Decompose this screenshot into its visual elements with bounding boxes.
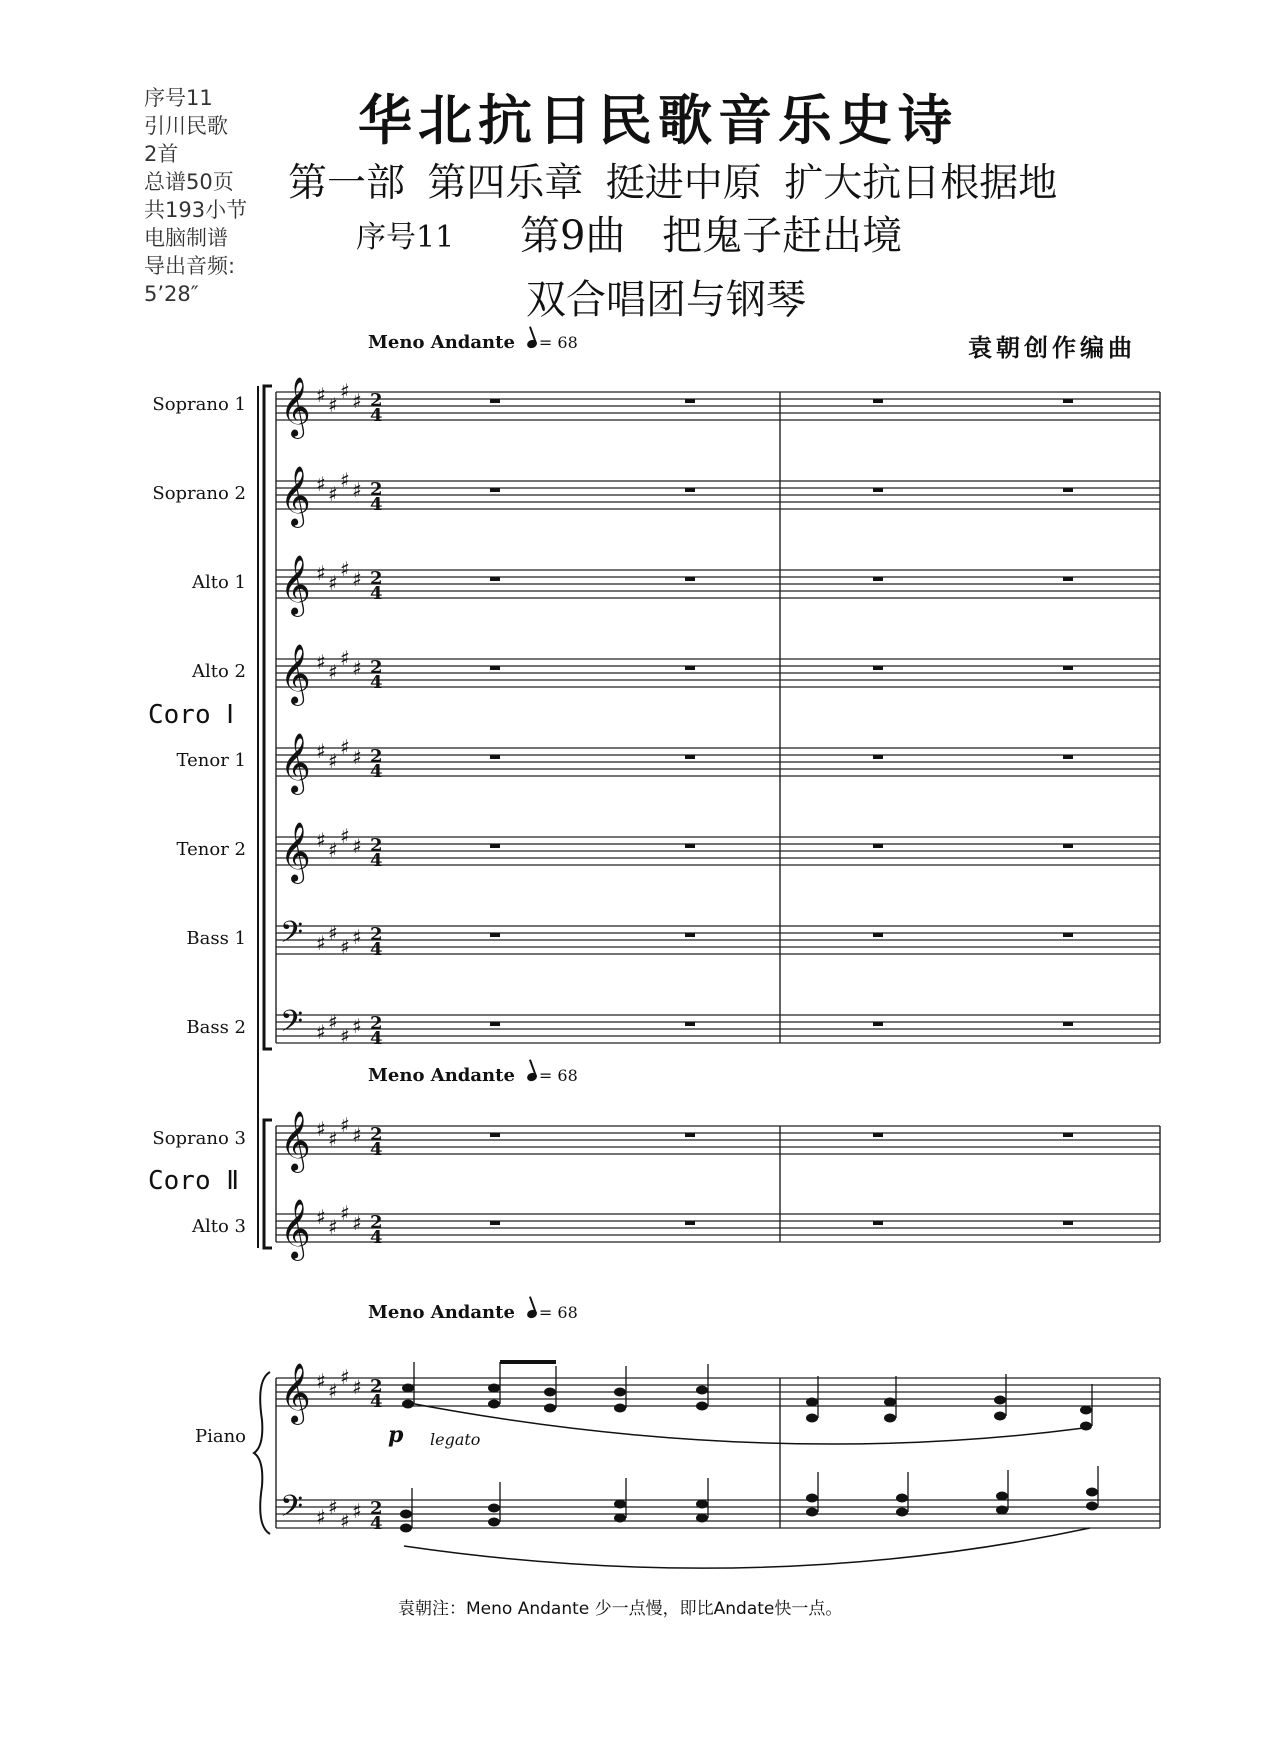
treble-clef-icon: 𝄞 xyxy=(280,377,311,437)
tempo-text: Meno Andante xyxy=(368,332,515,353)
choir-label: Coro Ⅰ xyxy=(148,700,234,730)
note-head xyxy=(614,1388,626,1397)
piano-brace xyxy=(254,1372,270,1534)
note-head xyxy=(1080,1406,1092,1415)
info-line: 共193小节 xyxy=(144,198,248,222)
info-line: 5’28″ xyxy=(144,282,199,306)
tempo-bpm: = 68 xyxy=(538,1303,578,1322)
sharp-icon: ♯ xyxy=(316,472,326,496)
page-title: 华北抗日民歌音乐史诗 xyxy=(358,89,958,152)
half-rest-icon xyxy=(1063,488,1073,492)
sharp-icon: ♯ xyxy=(352,1499,362,1523)
sharp-icon: ♯ xyxy=(352,925,362,949)
sharp-icon: ♯ xyxy=(340,646,350,670)
note-head xyxy=(400,1524,412,1533)
time-signature-top: 2 xyxy=(370,835,383,856)
sharp-icon: ♯ xyxy=(316,1505,326,1529)
sharp-icon: ♯ xyxy=(316,1205,326,1229)
sharp-icon: ♯ xyxy=(316,383,326,407)
note-head xyxy=(402,1384,414,1393)
staff-group xyxy=(254,377,1160,1568)
half-rest-icon xyxy=(1063,933,1073,937)
sharp-icon: ♯ xyxy=(328,749,338,773)
sharp-icon: ♯ xyxy=(328,1495,338,1519)
choir-bracket xyxy=(264,386,272,1049)
treble-clef-icon: 𝄞 xyxy=(280,555,311,615)
sharp-icon: ♯ xyxy=(340,468,350,492)
note-head xyxy=(614,1514,626,1523)
sharp-icon: ♯ xyxy=(340,1201,350,1225)
time-signature-bottom: 4 xyxy=(370,1227,383,1248)
sharp-icon: ♯ xyxy=(352,1375,362,1399)
movement-title: 第一部 第四乐章 挺进中原 扩大抗日根据地 xyxy=(288,161,1058,206)
half-rest-icon xyxy=(490,666,500,670)
half-rest-icon xyxy=(1063,755,1073,759)
ensemble-title: 双合唱团与钢琴 xyxy=(526,277,806,323)
sharp-icon: ♯ xyxy=(328,921,338,945)
sharp-icon: ♯ xyxy=(316,931,326,955)
note-head xyxy=(884,1398,896,1407)
note-head xyxy=(884,1414,896,1423)
note-head xyxy=(1080,1422,1092,1431)
part-label: Alto 1 xyxy=(192,572,246,593)
sharp-icon: ♯ xyxy=(316,650,326,674)
treble-clef-icon: 𝄞 xyxy=(280,1199,311,1259)
time-signature-bottom: 4 xyxy=(370,583,383,604)
sharp-icon: ♯ xyxy=(352,1211,362,1235)
info-line: 序号11 xyxy=(144,86,213,110)
note-head xyxy=(544,1404,556,1413)
sharp-icon: ♯ xyxy=(328,660,338,684)
note-head xyxy=(488,1384,500,1393)
treble-clef-icon: 𝄞 xyxy=(280,822,311,882)
sharp-icon: ♯ xyxy=(352,1123,362,1147)
note-head xyxy=(544,1388,556,1397)
note-head xyxy=(614,1500,626,1509)
half-rest-icon xyxy=(873,1133,883,1137)
half-rest-icon xyxy=(873,488,883,492)
bass-clef-icon: 𝄢 xyxy=(280,1490,304,1531)
time-signature-top: 2 xyxy=(370,568,383,589)
note-head xyxy=(996,1506,1008,1515)
part-label: Tenor 1 xyxy=(176,750,246,771)
half-rest-icon xyxy=(490,844,500,848)
half-rest-icon xyxy=(873,755,883,759)
note-head xyxy=(1086,1502,1098,1511)
slur xyxy=(404,1528,1090,1568)
note-head xyxy=(896,1494,908,1503)
sharp-icon: ♯ xyxy=(352,834,362,858)
part-label: Soprano 1 xyxy=(152,394,246,415)
part-label: Alto 2 xyxy=(192,661,246,682)
sharp-icon: ♯ xyxy=(352,1014,362,1038)
note-head xyxy=(1086,1488,1098,1497)
half-rest-icon xyxy=(490,1022,500,1026)
sharp-icon: ♯ xyxy=(328,571,338,595)
treble-clef-icon: 𝄞 xyxy=(280,644,311,704)
sharp-icon: ♯ xyxy=(316,561,326,585)
sharp-icon: ♯ xyxy=(328,838,338,862)
half-rest-icon xyxy=(685,1133,695,1137)
sharp-icon: ♯ xyxy=(352,389,362,413)
sharp-icon: ♯ xyxy=(340,1365,350,1389)
tempo-bpm: = 68 xyxy=(538,333,578,352)
time-signature-bottom: 4 xyxy=(370,761,383,782)
note-head xyxy=(696,1500,708,1509)
piece-title: 第9曲 把鬼子赶出境 xyxy=(520,213,903,259)
part-label: Piano xyxy=(194,1426,246,1447)
half-rest-icon xyxy=(873,844,883,848)
part-label: Alto 3 xyxy=(192,1216,246,1237)
sharp-icon: ♯ xyxy=(328,482,338,506)
half-rest-icon xyxy=(685,755,695,759)
sharp-icon: ♯ xyxy=(352,567,362,591)
tempo-text: Meno Andante xyxy=(368,1065,515,1086)
composer-credit: 袁朝创作编曲 xyxy=(968,333,1136,362)
half-rest-icon xyxy=(1063,1022,1073,1026)
half-rest-icon xyxy=(685,844,695,848)
sharp-icon: ♯ xyxy=(316,828,326,852)
part-label: Soprano 2 xyxy=(152,483,246,504)
expression-marking: legato xyxy=(430,1430,481,1449)
half-rest-icon xyxy=(685,933,695,937)
half-rest-icon xyxy=(1063,577,1073,581)
sharp-icon: ♯ xyxy=(352,656,362,680)
time-signature-bottom: 4 xyxy=(370,672,383,693)
note-head xyxy=(806,1414,818,1423)
half-rest-icon xyxy=(873,1022,883,1026)
half-rest-icon xyxy=(685,1022,695,1026)
half-rest-icon xyxy=(490,755,500,759)
sharp-icon: ♯ xyxy=(352,745,362,769)
sharp-icon: ♯ xyxy=(328,1010,338,1034)
half-rest-icon xyxy=(1063,844,1073,848)
sharp-icon: ♯ xyxy=(316,739,326,763)
half-rest-icon xyxy=(490,1133,500,1137)
sharp-icon: ♯ xyxy=(328,393,338,417)
note-head xyxy=(488,1504,500,1513)
half-rest-icon xyxy=(685,488,695,492)
sharp-icon: ♯ xyxy=(316,1020,326,1044)
tempo-bpm: = 68 xyxy=(538,1066,578,1085)
note-head xyxy=(806,1494,818,1503)
bass-clef-icon: 𝄢 xyxy=(280,1005,304,1046)
time-signature-bottom: 4 xyxy=(370,939,383,960)
half-rest-icon xyxy=(490,399,500,403)
sharp-icon: ♯ xyxy=(328,1379,338,1403)
time-signature-bottom: 4 xyxy=(370,850,383,871)
time-signature-top: 2 xyxy=(370,1124,383,1145)
half-rest-icon xyxy=(685,1221,695,1225)
slur xyxy=(404,1402,1084,1444)
part-label: Bass 2 xyxy=(186,1017,246,1038)
time-signature-top: 2 xyxy=(370,657,383,678)
half-rest-icon xyxy=(490,577,500,581)
info-line: 电脑制谱 xyxy=(144,226,228,250)
half-rest-icon xyxy=(490,488,500,492)
note-head xyxy=(400,1510,412,1519)
note-head xyxy=(994,1396,1006,1405)
sharp-icon: ♯ xyxy=(340,824,350,848)
choir-bracket xyxy=(264,1120,272,1248)
sharp-icon: ♯ xyxy=(352,478,362,502)
sharp-icon: ♯ xyxy=(340,735,350,759)
note-head xyxy=(614,1404,626,1413)
sharp-icon: ♯ xyxy=(340,1024,350,1048)
note-head xyxy=(896,1508,908,1517)
half-rest-icon xyxy=(873,399,883,403)
tempo-text: Meno Andante xyxy=(368,1302,515,1323)
treble-clef-icon: 𝄞 xyxy=(280,733,311,793)
time-signature-top: 2 xyxy=(370,1013,383,1034)
half-rest-icon xyxy=(685,577,695,581)
half-rest-icon xyxy=(490,933,500,937)
half-rest-icon xyxy=(685,399,695,403)
time-signature-top: 2 xyxy=(370,1498,383,1519)
time-signature-bottom: 4 xyxy=(370,1139,383,1160)
time-signature-bottom: 4 xyxy=(370,405,383,426)
note-head xyxy=(994,1412,1006,1421)
note-head xyxy=(996,1492,1008,1501)
note-head xyxy=(488,1518,500,1527)
time-signature-top: 2 xyxy=(370,746,383,767)
half-rest-icon xyxy=(873,666,883,670)
part-label: Tenor 2 xyxy=(176,839,246,860)
half-rest-icon xyxy=(685,666,695,670)
treble-clef-icon: 𝄞 xyxy=(280,1111,311,1171)
part-label: Bass 1 xyxy=(186,928,246,949)
note-head xyxy=(696,1514,708,1523)
sharp-icon: ♯ xyxy=(328,1215,338,1239)
half-rest-icon xyxy=(490,1221,500,1225)
bass-clef-icon: 𝄢 xyxy=(280,916,304,957)
sharp-icon: ♯ xyxy=(316,1369,326,1393)
half-rest-icon xyxy=(873,577,883,581)
dynamic-marking: p xyxy=(388,1422,404,1448)
time-signature-bottom: 4 xyxy=(370,494,383,515)
treble-clef-icon: 𝄞 xyxy=(280,466,311,526)
info-line: 2首 xyxy=(144,142,179,166)
note-head xyxy=(696,1402,708,1411)
half-rest-icon xyxy=(1063,399,1073,403)
sharp-icon: ♯ xyxy=(328,1127,338,1151)
info-line: 引川民歌 xyxy=(144,114,228,138)
half-rest-icon xyxy=(1063,1133,1073,1137)
sharp-icon: ♯ xyxy=(340,935,350,959)
time-signature-top: 2 xyxy=(370,390,383,411)
sharp-icon: ♯ xyxy=(340,1509,350,1533)
sequence-number: 序号11 xyxy=(356,220,455,255)
sharp-icon: ♯ xyxy=(340,379,350,403)
part-label: Soprano 3 xyxy=(152,1128,246,1149)
info-line: 导出音频: xyxy=(144,254,236,278)
half-rest-icon xyxy=(873,1221,883,1225)
half-rest-icon xyxy=(1063,1221,1073,1225)
half-rest-icon xyxy=(1063,666,1073,670)
sharp-icon: ♯ xyxy=(316,1117,326,1141)
time-signature-bottom: 4 xyxy=(370,1513,383,1534)
note-head xyxy=(806,1398,818,1407)
time-signature-bottom: 4 xyxy=(370,1028,383,1049)
time-signature-top: 2 xyxy=(370,479,383,500)
footnote: 袁朝注：Meno Andante 少一点慢，即比Andate快一点。 xyxy=(398,1599,843,1619)
time-signature-bottom: 4 xyxy=(370,1391,383,1412)
time-signature-top: 2 xyxy=(370,1212,383,1233)
time-signature-top: 2 xyxy=(370,1376,383,1397)
info-line: 总谱50页 xyxy=(144,170,234,194)
sharp-icon: ♯ xyxy=(340,557,350,581)
sharp-icon: ♯ xyxy=(340,1113,350,1137)
note-head xyxy=(806,1508,818,1517)
note-head xyxy=(696,1386,708,1395)
treble-clef-icon: 𝄞 xyxy=(280,1363,311,1423)
half-rest-icon xyxy=(873,933,883,937)
time-signature-top: 2 xyxy=(370,924,383,945)
choir-label: Coro Ⅱ xyxy=(148,1166,240,1196)
note-head xyxy=(488,1400,500,1409)
